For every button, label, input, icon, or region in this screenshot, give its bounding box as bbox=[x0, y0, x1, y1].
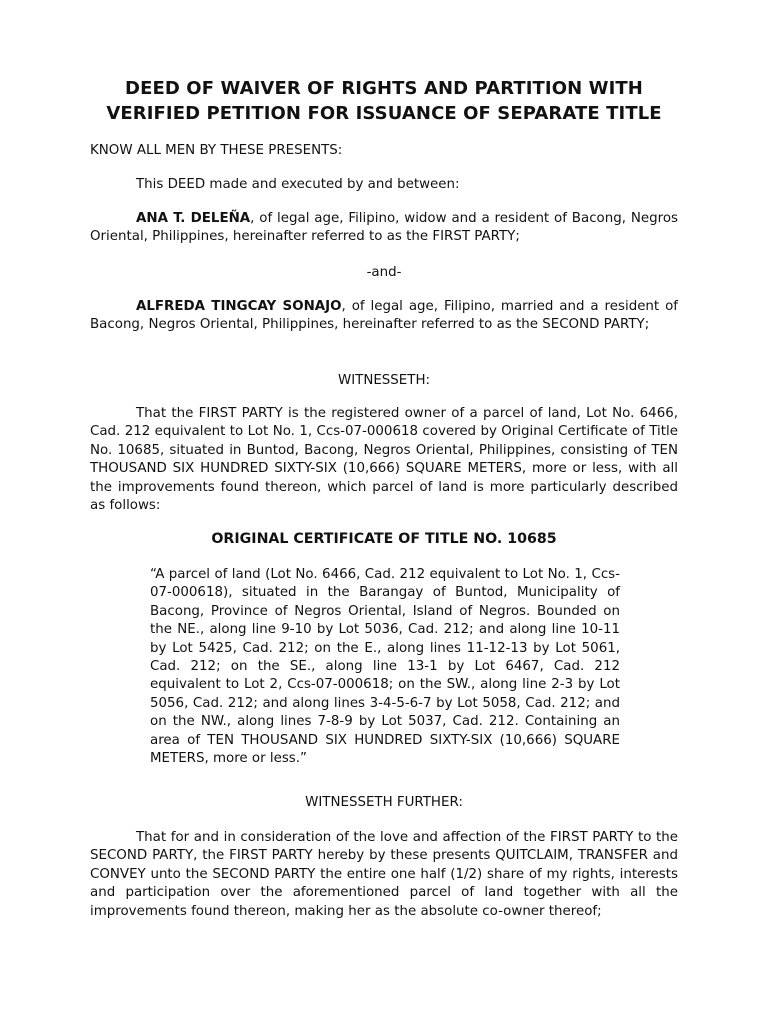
second-party-paragraph bbox=[90, 298, 678, 335]
document-title bbox=[60, 76, 708, 126]
made-by-line: This DEED made and executed by and between: bbox=[136, 177, 460, 192]
second-party-description: , of legal age, Filipino, married and a resident of Bacong, Negros Oriental, Philippines, hereinafter referred to as the SECOND PARTY; bbox=[90, 299, 678, 333]
second-party-name: ALFREDA TINGCAY SONAJO bbox=[136, 299, 342, 314]
certificate-heading: ORIGINAL CERTIFICATE OF TITLE NO. 10685 bbox=[211, 531, 557, 547]
first-party-paragraph bbox=[90, 210, 678, 247]
title-line-1: DEED OF WAIVER OF RIGHTS AND PARTITION WITH bbox=[125, 78, 643, 99]
first-party-description: , of legal age, Filipino, widow and a resident of Bacong, Negros Oriental, Philippines, hereinafter referred to as the FIRST PARTY; bbox=[90, 211, 678, 245]
intro-line: KNOW ALL MEN BY THESE PRESENTS: bbox=[90, 143, 343, 158]
consideration-paragraph: That for and in consideration of the love and affection of the FIRST PARTY to the SECOND PARTY, the FIRST PARTY hereby by these presents QUITCLAIM, TRANSFER and CONVEY unto the SECOND PARTY the entire one half (1/2) share of my rights, interests and participation over the aforementioned parcel of land together with all the improvements found thereon, making her as the absolute co-owner thereof; bbox=[90, 830, 678, 919]
first-party-name: ANA T. DELEÑA bbox=[136, 211, 251, 226]
witnesseth-heading: WITNESSETH: bbox=[337, 373, 431, 388]
witnesseth-further-heading: WITNESSETH FURTHER: bbox=[305, 795, 463, 810]
land-description-quote: “A parcel of land (Lot No. 6466, Cad. 212 equivalent to Lot No. 1, Ccs-07-000618), situated in the Barangay of Buntod, Municipality of Bacong, Province of Negros Oriental, Island of Negros. Bounded on the NE., along line 9-10 by Lot 5036, Cad. 212; and along line 10-11 by Lot 5425, Cad. 212; on the E., along lines 11-12-13 by Lot 5061, Cad. 212; on the SE., along line 13-1 by Lot 6467, Cad. 212 equivalent to Lot 2, Ccs-07-000618; on the SW., along line 2-3 by Lot 5056, Cad. 212; and along lines 3-4-5-6-7 by Lot 5058, Cad. 212; and on the NW., along lines 7-8-9 by Lot 5037, Cad. 212. Containing an area of TEN THOUSAND SIX HUNDRED SIXTY-SIX (10,666) SQUARE METERS, more or less.” bbox=[150, 567, 620, 767]
and-separator: -and- bbox=[366, 265, 402, 280]
title-line-2: VERIFIED PETITION FOR ISSUANCE OF SEPARATE TITLE bbox=[106, 103, 662, 124]
ownership-paragraph: That the FIRST PARTY is the registered owner of a parcel of land, Lot No. 6466, Cad. 212 equivalent to Lot No. 1, Ccs-07-000618 covered by Original Certificate of Title No. 10685, situated in Buntod, Bacong, Negros Oriental, Philippines, consisting of TEN THOUSAND SIX HUNDRED SIXTY-SIX (10,666) SQUARE METERS, more or less, with all the improvements found thereon, which parcel of land is more particularly described as follows: bbox=[90, 406, 678, 514]
